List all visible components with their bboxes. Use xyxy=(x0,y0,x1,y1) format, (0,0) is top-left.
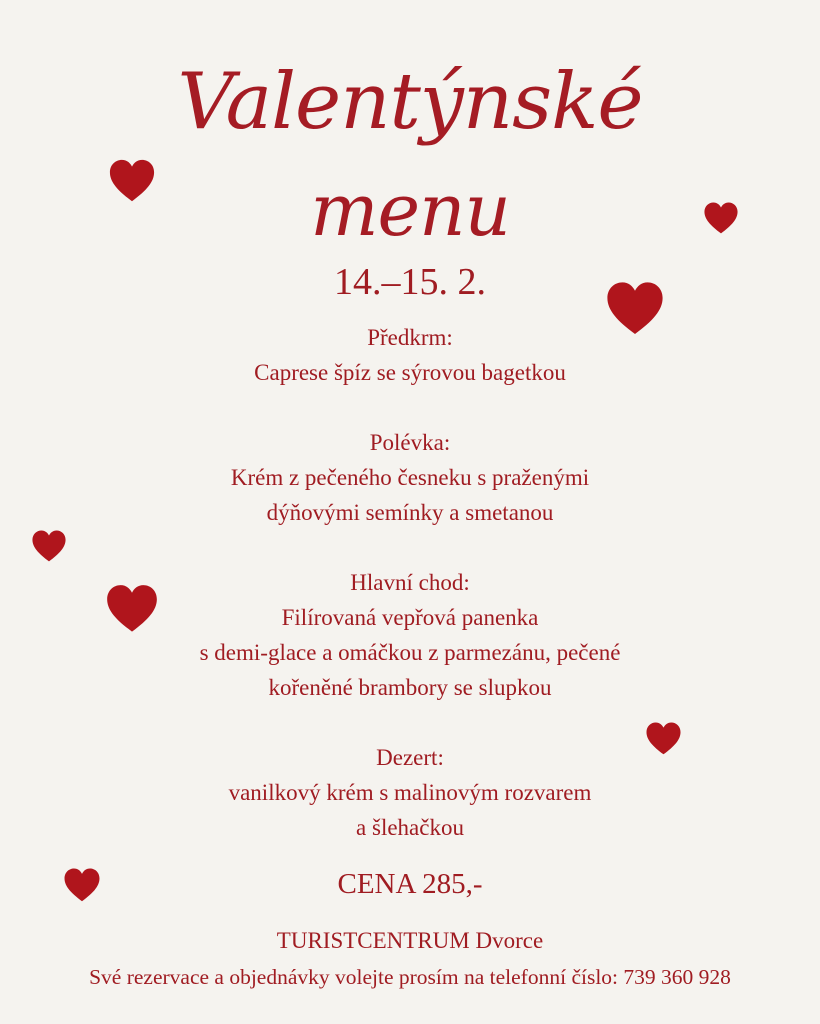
course-starter xyxy=(0,320,820,390)
heart-icon xyxy=(31,529,67,565)
heart-icon xyxy=(703,201,739,237)
course-line: Caprese špíz se sýrovou bagetkou xyxy=(254,360,566,385)
course-line: Krém z pečeného česneku s praženými xyxy=(230,465,590,490)
course-label: Dezert: xyxy=(376,745,444,770)
course-line: a šlehačkou xyxy=(356,815,464,840)
course-dessert xyxy=(0,740,820,845)
course-label: Hlavní chod: xyxy=(350,570,470,595)
course-line: dýňovými semínky a smetanou xyxy=(266,500,554,525)
title-line-2: menu xyxy=(310,168,510,252)
course-line: vanilkový krém s malinovým rozvarem xyxy=(228,780,592,805)
course-line: s demi-glace a omáčkou z parmezánu, pečené xyxy=(199,640,621,665)
menu-date: 14.–15. 2. xyxy=(334,261,486,303)
heart-icon xyxy=(63,867,101,905)
course-line: Filírovaná vepřová panenka xyxy=(281,605,539,630)
course-soup xyxy=(0,425,820,530)
course-line: kořeněné brambory se slupkou xyxy=(268,675,552,700)
heart-icon xyxy=(605,280,665,340)
price: CENA 285,- xyxy=(337,868,483,900)
course-label: Předkrm: xyxy=(367,325,453,350)
contact-info: Své rezervace a objednávky volejte prosím na telefonní číslo: 739 360 928 xyxy=(89,965,731,989)
heart-icon xyxy=(105,583,159,637)
heart-icon xyxy=(108,158,156,206)
heart-icon xyxy=(645,721,682,758)
title-line-1: Valentýnské xyxy=(177,57,643,147)
venue-name: TURISTCENTRUM Dvorce xyxy=(276,928,544,953)
course-label: Polévka: xyxy=(369,430,451,455)
